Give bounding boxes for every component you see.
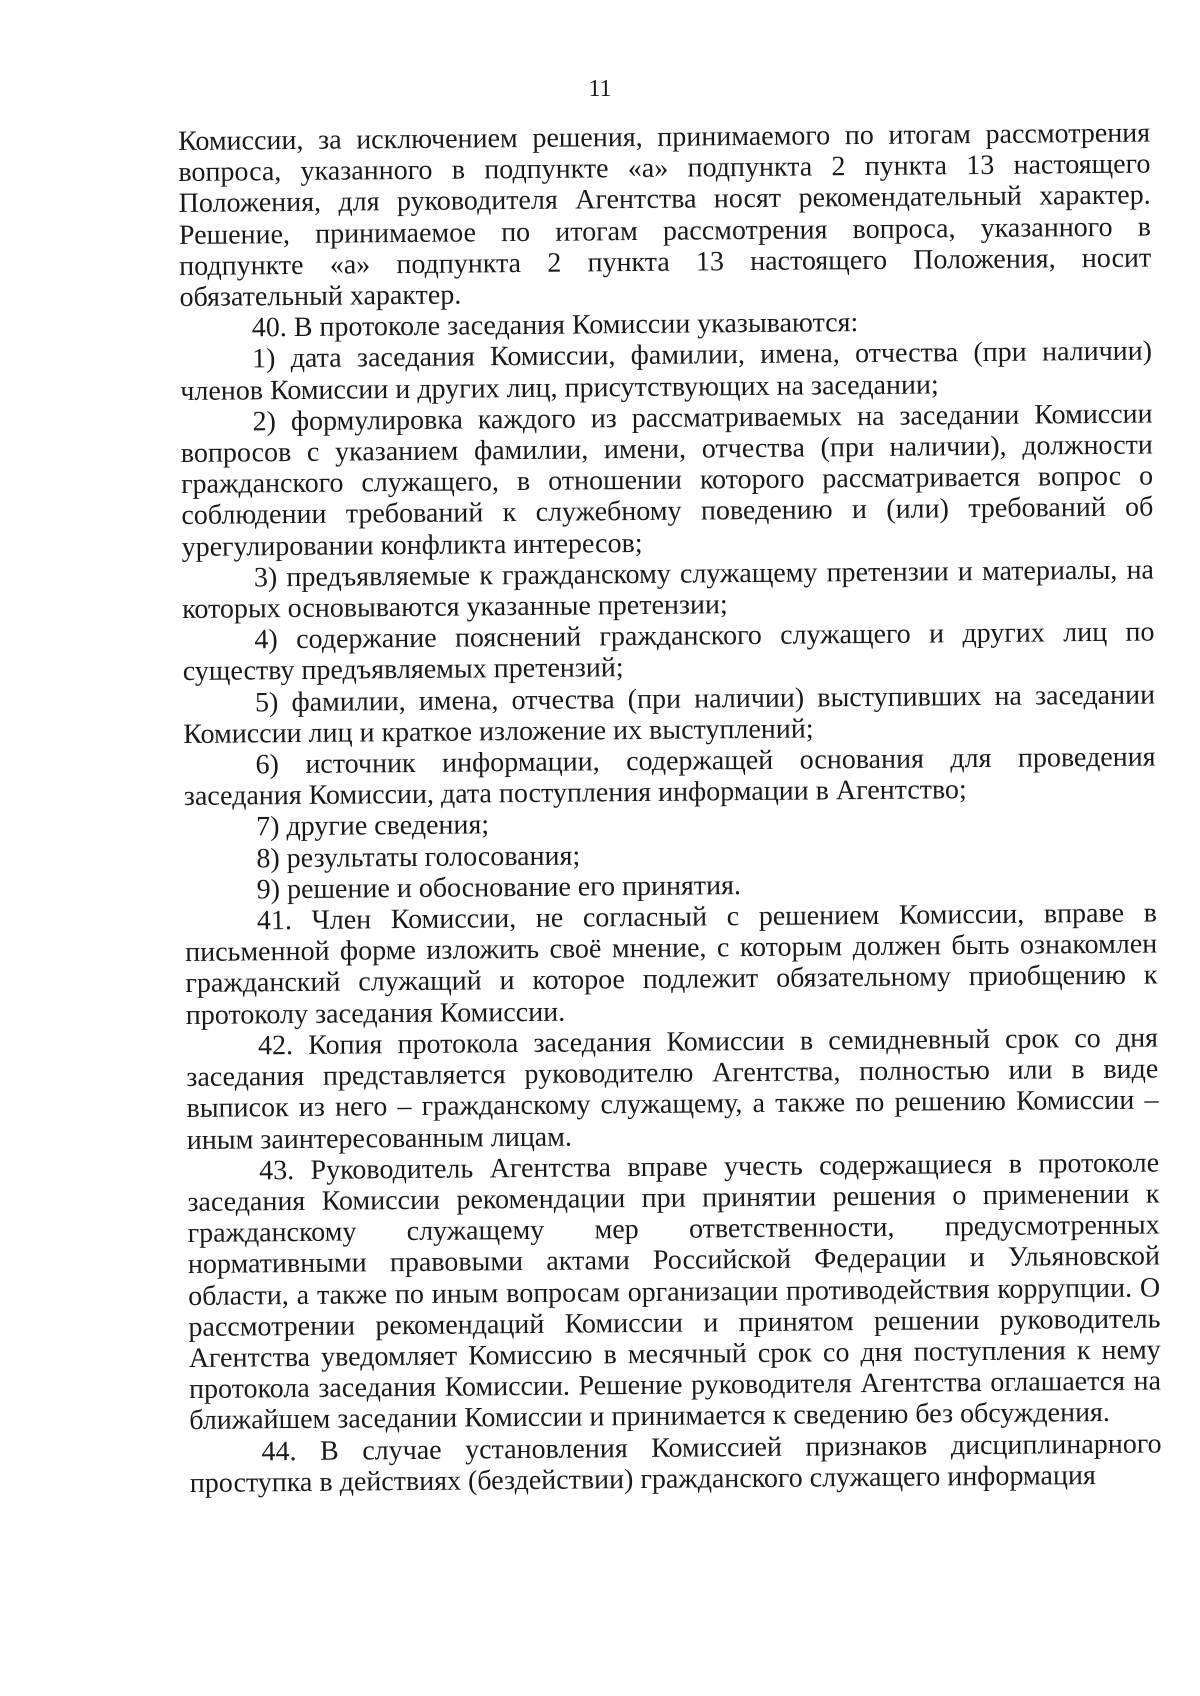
paragraph-subitem-3: 3) предъявляемые к гражданскому служащему претензии и материалы, на которых основываются указанные претензии; (182, 554, 1155, 626)
paragraph-item-42: 42. Копия протокола заседания Комиссии в семидневный срок со дня заседания представляется руководителю Агентства, полностью или в виде выписок из него – гражданскому служащему, а также по решению Комиссии – иным заинтересованным лицам. (186, 1022, 1159, 1156)
paragraph-subitem-1: 1) дата заседания Комиссии, фамилии, имена, отчества (при наличии) членов Комиссии и других лиц, присутствующих на заседании; (180, 335, 1153, 407)
paragraph-continuation: Комиссии, за исключением решения, принимаемого по итогам рассмотрения вопроса, указанного в подпункте «а» подпункта 2 пункта 13 настоящего Положения, для руководителя Агентства носят рекомендательный характер. Решение, принимаемое по итогам рассмотрения вопроса, указанного в подпункте «а» подпункта 2 пункта 13 настоящего Положения, носит обязательный характер. (178, 117, 1152, 314)
paragraph-subitem-9: 9) решение и обоснование его принятия. (256, 869, 742, 906)
paragraph-item-44: 44. В случае установления Комиссией признаков дисциплинарного проступка в действиях (бездействии) гражданского служащего информация (189, 1427, 1162, 1499)
paragraph-item-41: 41. Член Комиссии, не согласный с решением Комиссии, вправе в письменной форме изложить своё мнение, с которым должен быть ознакомлен гражданский служащий и которое подлежит обязательному приобщению к протоколу заседания Комиссии. (185, 897, 1158, 1031)
page-number: 11 (588, 76, 612, 102)
paragraph-subitem-8: 8) результаты голосования; (256, 840, 581, 875)
paragraph-item-40: 40. В протоколе заседания Комиссии указываются: (251, 307, 859, 344)
paragraph-item-43: 43. Руководитель Агентства вправе учесть содержащиеся в протоколе заседания Комиссии рекомендации при принятии решения о применении к гражданскому служащему мер ответственности, предусмотренных нормативными правовыми актами Российской Федерации и Ульяновской области, а также по иным вопросам организации противодействия коррупции. О рассмотрении рекомендаций Комиссии и принятом решении руководитель Агентства уведомляет Комиссию в месячный срок со дня поступления к нему протокола заседания Комиссии. Решение руководителя Агентства оглашается на ближайшем заседании Комиссии и принимается к сведению без обсуждения. (187, 1147, 1162, 1437)
document-body (178, 118, 1162, 1499)
paragraph-subitem-4: 4) содержание пояснений гражданского служащего и других лиц по существу предъявляемых претензий; (182, 616, 1155, 688)
paragraph-subitem-2: 2) формулировка каждого из рассматриваемых на заседании Комиссии вопросов с указанием фамилии, имени, отчества (при наличии), должности гражданского служащего, в отношении которого рассматривается вопрос о соблюдении требований к служебному поведению и (или) требований об урегулировании конфликта интересов; (180, 398, 1154, 563)
paragraph-subitem-5: 5) фамилии, имена, отчества (при наличии) выступивших на заседании Комиссии лиц и краткое изложение их выступлений; (183, 679, 1156, 750)
paragraph-subitem-6: 6) источник информации, содержащей основания для проведения заседания Комиссии, дата поступления информации в Агентство; (183, 741, 1156, 813)
paragraph-subitem-7: 7) другие сведения; (255, 809, 490, 843)
